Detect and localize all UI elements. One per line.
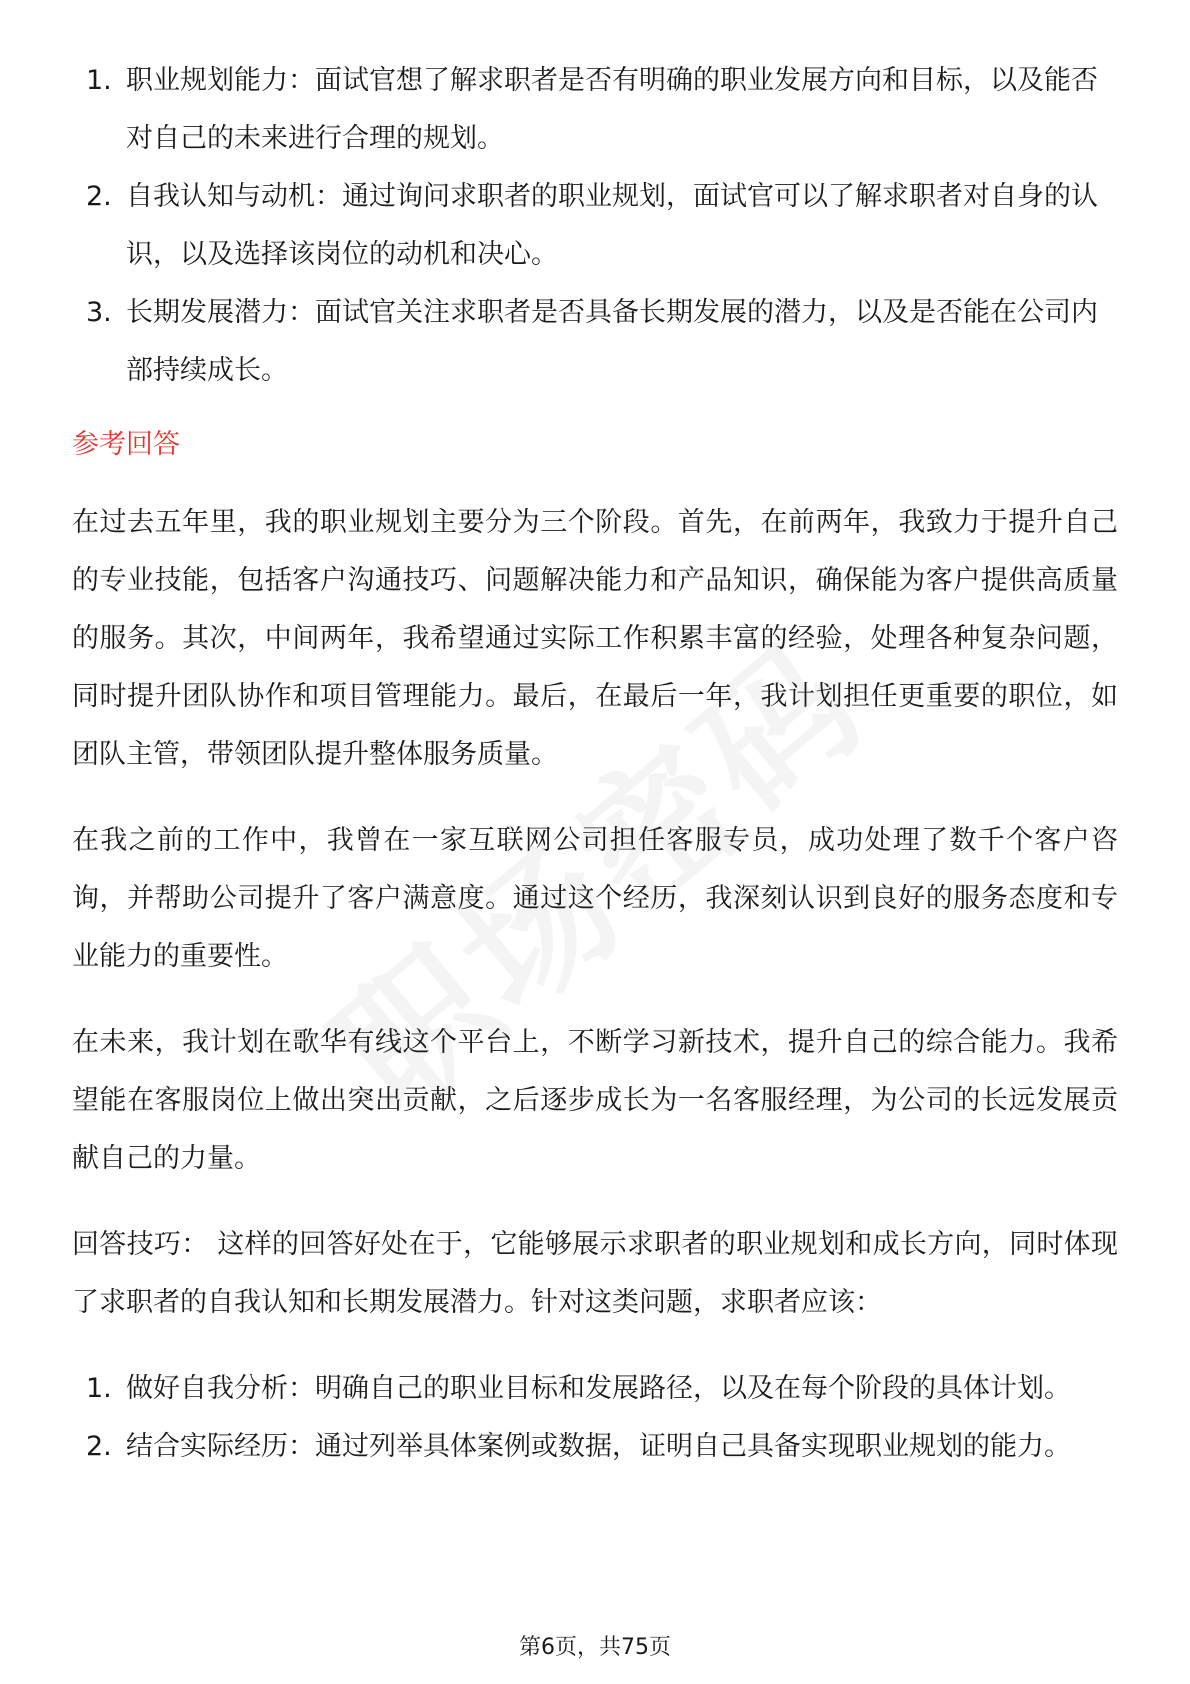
answer-paragraph: 在我之前的工作中，我曾在一家互联网公司担任客服专员，成功处理了数千个客户咨询，并帮助公司提升了客户满意度。通过这个经历，我深刻认识到良好的服务态度和专业能力的重要性。 xyxy=(72,825,1118,972)
list-item xyxy=(72,1360,1118,1418)
tips-intro-paragraph: 回答技巧： 这样的回答好处在于，它能够展示求职者的职业规划和成长方向，同时体现了求职者的自我认知和长期发展潜力。针对这类问题，求职者应该： xyxy=(72,1229,1118,1318)
list-item-text: 做好自我分析：明确自己的职业目标和发展路径，以及在每个阶段的具体计划。 xyxy=(126,1373,1071,1404)
list-item xyxy=(72,284,1118,400)
list-item-text: 自我认知与动机：通过询问求职者的职业规划，面试官可以了解求职者对自身的认识，以及选择该岗位的动机和决心。 xyxy=(126,181,1098,270)
list-item-text: 结合实际经历：通过列举具体案例或数据，证明自己具备实现职业规划的能力。 xyxy=(126,1431,1071,1462)
list-item xyxy=(72,1418,1118,1476)
list-item-text: 长期发展潜力：面试官关注求职者是否具备长期发展的潜力，以及是否能在公司内部持续成长。 xyxy=(126,297,1098,386)
list-item-text: 职业规划能力：面试官想了解求职者是否有明确的职业发展方向和目标，以及能否对自己的未来进行合理的规划。 xyxy=(126,65,1098,154)
list-number: 2. xyxy=(86,1431,112,1462)
list-item xyxy=(72,168,1118,284)
answer-paragraph: 在未来，我计划在歌华有线这个平台上，不断学习新技术，提升自己的综合能力。我希望能在客服岗位上做出突出贡献，之后逐步成长为一名客服经理，为公司的长远发展贡献自己的力量。 xyxy=(72,1027,1118,1174)
page-number: 第6页，共75页 xyxy=(519,1635,671,1660)
list-item xyxy=(72,52,1118,168)
list-number: 3. xyxy=(86,297,112,328)
section-heading: 参考回答 xyxy=(72,429,180,460)
list-number: 2. xyxy=(86,181,112,212)
list-number: 1. xyxy=(86,65,112,96)
answer-paragraph: 在过去五年里，我的职业规划主要分为三个阶段。首先，在前两年，我致力于提升自己的专业技能，包括客户沟通技巧、问题解决能力和产品知识，确保能为客户提供高质量的服务。其次，中间两年，我希望通过实际工作积累丰富的经验，处理各种复杂问题，同时提升团队协作和项目管理能力。最后，在最后一年，我计划担任更重要的职位，如团队主管，带领团队提升整体服务质量。 xyxy=(72,507,1118,770)
tips-list xyxy=(72,1360,1118,1476)
list-number: 1. xyxy=(86,1373,112,1404)
page-content xyxy=(72,52,1118,1476)
intro-list xyxy=(72,52,1118,400)
